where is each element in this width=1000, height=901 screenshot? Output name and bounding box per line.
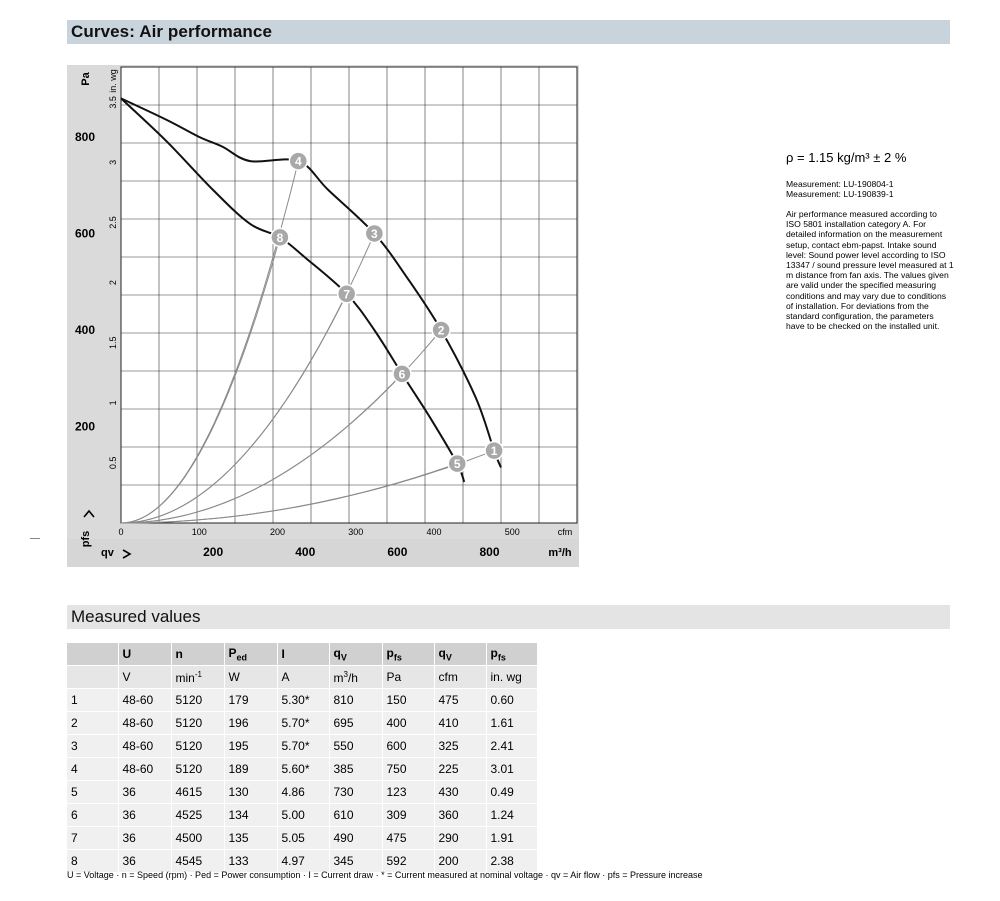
table-cell: 5120 — [171, 758, 224, 781]
table-cell: 48-60 — [118, 689, 171, 712]
table-cell: 325 — [434, 735, 486, 758]
table-cell: 5.70* — [277, 712, 329, 735]
x-secondary-tick-label: 500 — [504, 527, 520, 537]
table-cell: 4615 — [171, 781, 224, 804]
y-unit: Pa — [80, 72, 92, 86]
column-unit — [67, 666, 118, 689]
table-cell: 750 — [382, 758, 434, 781]
x-secondary-tick-label: 300 — [348, 527, 364, 537]
table-cell: 8 — [67, 850, 118, 873]
x-axis-label: qv — [101, 547, 114, 559]
table-cell: 195 — [224, 735, 277, 758]
table-row — [67, 781, 537, 804]
column-unit: Pa — [382, 666, 434, 689]
table-cell: 430 — [434, 781, 486, 804]
column-header — [67, 643, 118, 666]
table-cell: 7 — [67, 827, 118, 850]
measured-values-table — [67, 643, 538, 873]
table-cell: 130 — [224, 781, 277, 804]
table-cell: 5.30* — [277, 689, 329, 712]
table-cell: 1.61 — [486, 712, 537, 735]
x-tick-label: 400 — [295, 545, 316, 559]
measured-title: Measured values — [71, 607, 201, 626]
column-unit: $m^3/h$ — [329, 666, 382, 689]
operating-point-label: 2 — [437, 323, 445, 338]
table-cell: 189 — [224, 758, 277, 781]
header-symbol: q — [438, 645, 446, 660]
y-secondary-tick-label: 3 — [108, 159, 118, 165]
table-cell: 600 — [382, 735, 434, 758]
table-cell: 5.05 — [277, 827, 329, 850]
table-cell: 5.70* — [277, 735, 329, 758]
table-cell: 135 — [224, 827, 277, 850]
table-cell: 3.01 — [486, 758, 537, 781]
table-cell: 2.41 — [486, 735, 537, 758]
table-cell: 0.49 — [486, 781, 537, 804]
operating-point-label: 7 — [343, 287, 351, 302]
column-header — [382, 643, 434, 666]
table-cell: 4.86 — [277, 781, 329, 804]
column-unit: V — [118, 666, 171, 689]
table-cell: 410 — [434, 712, 486, 735]
header-subscript: ed — [236, 652, 248, 663]
chart-svg — [67, 65, 579, 567]
table-cell: 309 — [382, 804, 434, 827]
column-header: I — [277, 643, 329, 666]
table-cell: 4500 — [171, 827, 224, 850]
table-cell: 475 — [434, 689, 486, 712]
column-header: U — [118, 643, 171, 666]
header-subscript: fs — [393, 652, 402, 663]
table-row — [67, 712, 537, 735]
x-secondary-tick-label: 0 — [118, 527, 124, 537]
y-secondary-tick-label: 2 — [108, 280, 118, 286]
table-cell: 1 — [67, 689, 118, 712]
x-tick-label: 200 — [203, 545, 224, 559]
column-unit: in. wg — [486, 666, 537, 689]
table-cell: 360 — [434, 804, 486, 827]
table-cell: 5120 — [171, 689, 224, 712]
table-cell: 610 — [329, 804, 382, 827]
table-cell: 4 — [67, 758, 118, 781]
description-text: Air performance measured according to ISO 5801 installation category A. For detailed information on the measurement setup, contact ebm-papst. Intake sound level: Sound power level according to ISO 13347 / sound pressure level measured at 1 m distance from fan axis. The values given are valid under the specified measuring conditions and may vary due to conditions of installation. For deviations from the standard configuration, the parameters have to be checked on the installed unit. — [786, 209, 954, 332]
table-cell: 48-60 — [118, 735, 171, 758]
table-cell: 225 — [434, 758, 486, 781]
y-axis-label: pfs — [80, 530, 92, 548]
y-secondary-tick-label: 0.5 — [108, 456, 118, 470]
table-cell: 810 — [329, 689, 382, 712]
table-cell: 1.91 — [486, 827, 537, 850]
table-cell: 695 — [329, 712, 382, 735]
table-cell: 1.24 — [486, 804, 537, 827]
measurement-1: Measurement: LU-190804-1 — [786, 179, 894, 189]
header-symbol: p — [386, 645, 394, 660]
operating-point-label: 6 — [398, 367, 406, 382]
curves-header-bar — [67, 20, 950, 44]
x-axis-band — [67, 539, 579, 567]
table-cell: 123 — [382, 781, 434, 804]
column-header — [486, 643, 537, 666]
x-secondary-tick-label: 100 — [191, 527, 207, 537]
operating-point-label: 5 — [453, 457, 461, 472]
table-cell: 0.60 — [486, 689, 537, 712]
table-row — [67, 804, 537, 827]
table-cell: 5120 — [171, 712, 224, 735]
column-header — [329, 643, 382, 666]
operating-point-label: 8 — [276, 230, 284, 245]
table-cell: 179 — [224, 689, 277, 712]
table-cell: 36 — [118, 850, 171, 873]
header-subscript: V — [340, 652, 347, 663]
header-subscript: V — [445, 652, 452, 663]
column-header — [434, 643, 486, 666]
margin-mark — [30, 538, 40, 539]
table-cell: 48-60 — [118, 758, 171, 781]
table-cell: 3 — [67, 735, 118, 758]
y-secondary-unit: in. wg — [108, 69, 118, 93]
y-axis-arrow — [84, 511, 94, 517]
table-row — [67, 758, 537, 781]
column-unit: cfm — [434, 666, 486, 689]
y-tick-label: 200 — [75, 419, 96, 434]
table-cell: 400 — [382, 712, 434, 735]
table-cell: 196 — [224, 712, 277, 735]
x-secondary-tick-label: 400 — [426, 527, 442, 537]
table-cell: 36 — [118, 804, 171, 827]
table-header-row — [67, 643, 537, 666]
table-cell: 5 — [67, 781, 118, 804]
table-cell: 290 — [434, 827, 486, 850]
table-cell: 150 — [382, 689, 434, 712]
table-cell: 5.00 — [277, 804, 329, 827]
column-unit: W — [224, 666, 277, 689]
x-unit: m³/h — [548, 547, 572, 559]
table-cell: 4.97 — [277, 850, 329, 873]
y-tick-label: 400 — [75, 322, 96, 337]
table-cell: 36 — [118, 827, 171, 850]
header-subscript: fs — [497, 652, 506, 663]
table-units-row — [67, 666, 537, 689]
y-tick-label: 800 — [75, 129, 96, 144]
operating-point-label: 3 — [370, 226, 378, 241]
header-symbol: q — [333, 645, 341, 660]
measurement-2: Measurement: LU-190839-1 — [786, 189, 894, 199]
column-header: n — [171, 643, 224, 666]
y-secondary-tick-label: 1.5 — [108, 336, 118, 349]
x-secondary-tick-label: 200 — [269, 527, 286, 537]
table-cell: 36 — [118, 781, 171, 804]
y-secondary-tick-label: 1 — [108, 400, 118, 406]
table-cell: 490 — [329, 827, 382, 850]
air-density: ρ = 1.15 kg/m³ ± 2 % — [786, 150, 907, 165]
table-cell: 133 — [224, 850, 277, 873]
table-cell: 6 — [67, 804, 118, 827]
table-cell: 550 — [329, 735, 382, 758]
table-cell: 48-60 — [118, 712, 171, 735]
y-secondary-tick-label: 2.5 — [108, 216, 118, 229]
operating-point-label: 4 — [294, 154, 302, 169]
air-performance-chart — [67, 65, 579, 567]
curves-title: Curves: Air performance — [71, 22, 273, 41]
unit-superscript: -1 — [194, 669, 202, 679]
unit-superscript: 3 — [343, 669, 348, 679]
column-unit: A — [277, 666, 329, 689]
table-cell: 385 — [329, 758, 382, 781]
y-tick-label: 600 — [75, 226, 96, 241]
table-cell: 730 — [329, 781, 382, 804]
table-cell: 2.38 — [486, 850, 537, 873]
table-row — [67, 827, 537, 850]
table-cell: 2 — [67, 712, 118, 735]
header-symbol: p — [490, 645, 498, 660]
operating-point-label: 1 — [490, 444, 498, 459]
table-row — [67, 735, 537, 758]
table-cell: 345 — [329, 850, 382, 873]
table-cell: 5120 — [171, 735, 224, 758]
table-cell: 592 — [382, 850, 434, 873]
header-symbol: P — [228, 645, 237, 660]
column-header — [224, 643, 277, 666]
x-secondary-unit: cfm — [557, 527, 573, 537]
x-tick-label: 800 — [479, 545, 500, 559]
y-secondary-tick-label: 3.5 — [108, 96, 118, 109]
table-cell: 200 — [434, 850, 486, 873]
column-unit: $\min^{-1}$ — [171, 666, 224, 689]
notes-panel — [786, 150, 956, 331]
table-cell: 475 — [382, 827, 434, 850]
measured-header-bar — [67, 605, 950, 629]
legend-footer: U = Voltage · n = Speed (rpm) · Ped = Power consumption · I = Current draw · * = Current measured at nominal voltage · qv = Air flow · pfs = Pressure increase — [67, 870, 703, 880]
table-cell: 134 — [224, 804, 277, 827]
table-cell: 5.60* — [277, 758, 329, 781]
table-cell: 4545 — [171, 850, 224, 873]
table-row — [67, 689, 537, 712]
table-cell: 4525 — [171, 804, 224, 827]
x-tick-label: 600 — [387, 545, 408, 559]
